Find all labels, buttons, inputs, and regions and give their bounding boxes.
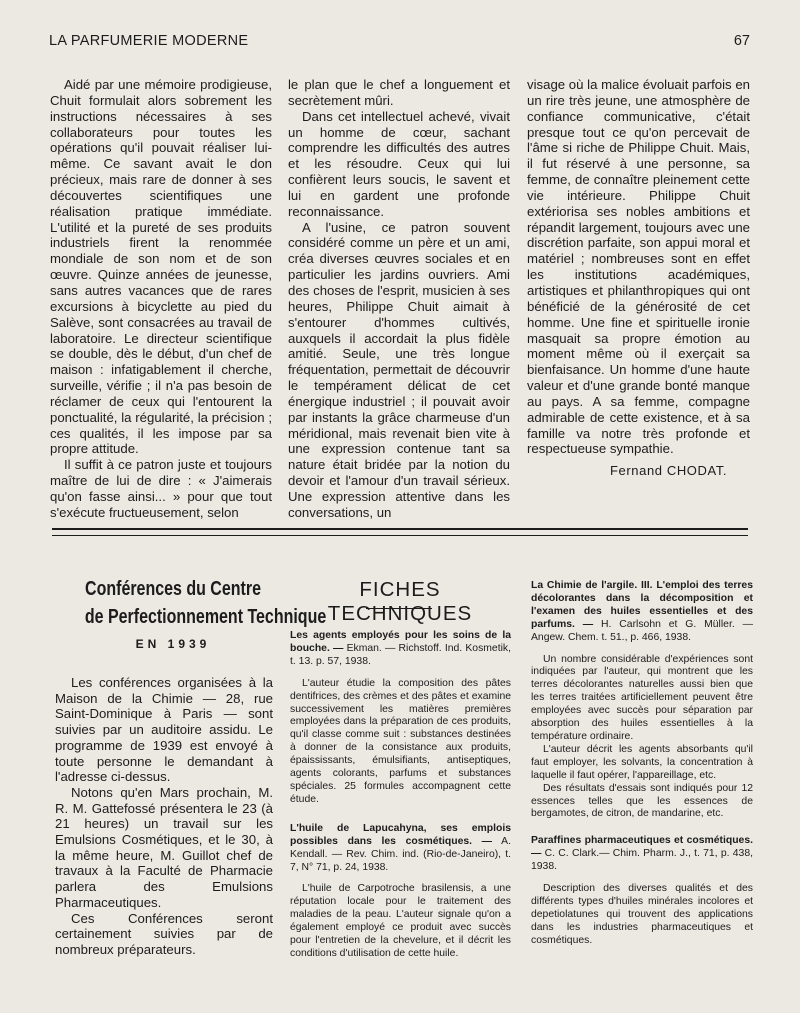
fiche-reference-source: H. Carlsohn et G. Müller. — Angew. Chem. t. 51., p. 466, 1938. bbox=[531, 618, 753, 643]
fiche-reference-title: L'huile de Lapucahyna, ses emplois possibles dans les cosmétiques. — bbox=[290, 822, 511, 847]
page-header bbox=[49, 33, 750, 53]
fiches-column-middle bbox=[290, 630, 511, 961]
fiche-reference-source: Ekman. — Richstoff. Ind. Kosmetik, t. 13. p. 57, 1938. bbox=[290, 642, 511, 667]
fiche-reference-source: C. C. Clark.— Chim. Pharm. J., t. 71, p. 438, 1938. bbox=[531, 848, 753, 873]
conferences-paragraph: Notons qu'en Mars prochain, M. R. M. Gattefossé présentera le 23 (à 21 heures) un travail sur les Emulsions Cosmétiques, et le 30, à la même heure, M. Guillot chef de travaux à la Faculté de Pharmacie parlera des Emulsions Pharmaceutiques. bbox=[55, 784, 273, 910]
fiches-title-rule bbox=[366, 608, 432, 609]
page-number: 67 bbox=[733, 33, 750, 49]
fiche-text: L'auteur étudie la composition des pâtes dentifrices, des crèmes et des pâtes et examine successivement les matières premières employées dans la préparation de ces produits, qu'il classe comme suit : substances destinées à donner de la consistance aux produits, épaississants, émulsifiants, antiseptiques, agents colorants, parfums et substances spéciales. 25 formules accompagnent cette étude. bbox=[290, 677, 511, 805]
fiche-reference-source: A. Kendall. — Rev. Chim. ind. (Rio-de-Janeiro), t. 7, N° 71, p. 24, 1938. bbox=[290, 835, 511, 873]
fiche-reference-title: La Chimie de l'argile. III. L'emploi des terres décolorantes dans la décomposition et l'examen des huiles essentielles et des parfums. — bbox=[531, 580, 753, 630]
fiche-text: Description des diverses qualités et des différents types d'huiles minérales incolores et depetiolatunes qui trouvent des applications dans les industries pharmaceutiques et cosmétiques. bbox=[531, 883, 753, 946]
fiches-title: FICHES TECHNIQUES bbox=[327, 578, 473, 625]
article-paragraph: visage où la malice évoluait parfois en un rire très jeune, une atmosphère de confiance communicative, c'était presque tout ce qu'on percevait de l'âme si riche de Philippe Chuit. Mais, il fut réservé à une personne, sa femme, de connaître pleinement cette vie intérieure. Philippe Chuit extériorisa ses nobles ambitions et répandit largement, toujours avec une discrétion parfaite, son appui moral et matériel ; nombreuses sont en effet les institutions académiques, artistiques et philanthropiques qui ont bénéficié de la générosité de cet homme. Une fine et spirituelle ironie masquait sa propre émotion au moment même où il exerçait sa bienfaisance. Un homme d'une haute valeur et d'une grande bonté manque au pays. A sa femme, compagne admirable de cette existence, et à sa famille va notre très profonde et respectueuse sympathie. bbox=[527, 77, 750, 457]
fiche-reference bbox=[290, 630, 511, 669]
conferences-body bbox=[55, 675, 273, 958]
article-column-2 bbox=[288, 77, 510, 521]
fiche-text: L'auteur décrit les agents absorbants qu'il faut employer, les solvants, la concentration à laquelle il faut opérer, l'appareillage, etc. bbox=[531, 743, 753, 781]
fiche-reference bbox=[531, 835, 753, 874]
section-divider bbox=[52, 528, 748, 530]
fiche-text: Un nombre considérable d'expériences sont indiquées par l'auteur, qui montrent que les terres décolorantes naturelles aussi bien que les terres traitées artificiellement peuvent être employées avec succès pour séparation par absorption des huiles essentielles à la température ordinaire. bbox=[531, 653, 753, 742]
article-paragraph: Dans cet intellectuel achevé, vivait un homme de cœur, sachant comprendre les difficultés des autres et les résoudre. Ceux qui lui confièrent leurs soucis, le savent et lui en gardent une profonde reconnaissance. bbox=[288, 108, 510, 219]
fiche-reference-title: Paraffines pharmaceutiques et cosmétiques.— bbox=[531, 835, 753, 860]
fiche-reference bbox=[290, 823, 511, 875]
article-column-1 bbox=[50, 77, 272, 521]
fiche-text: L'huile de Carpotroche brasilensis, a une réputation locale pour le traitement des maladies de la peau. L'auteur signale qu'on a également employé ce produit avec succès pour l'entretien de la chevelure, et il décrit les conditions d'utilisation de cette huile. bbox=[290, 883, 511, 959]
fiches-column-right bbox=[531, 580, 753, 948]
article-signature: Fernand CHODAT. bbox=[610, 463, 728, 478]
fiche-text: Des résultats d'essais sont indiqués pour 12 essences telles que les essences de bergamotes, de citron, de mandarine, etc. bbox=[531, 782, 753, 820]
article-paragraph: Aidé par une mémoire prodigieuse, Chuit formulait alors sobrement les instructions nécessaires à ses collaborateurs pour toutes les opérations qu'il pouvait réaliser lui-même. Ce savant avait le don précieux, mais rare de donner à ses découvertes scientifiques une réalisation pratique immédiate. L'utilité et la pureté de ses produits industriels firent la renommée mondiale de son nom et de son œuvre. Quinze années de jeunesse, sans autres vacances que de rares excursions à bicyclette au pied du Salève, sont consacrées au travail de laboratoire. Le directeur scientifique se double, dès le début, d'un chef de maison : infatigablement il cherche, surveille, vérifie ; il n'a pas besoin de réclamer de ceux qui l'entourent la ponctualité, la régularité, la précision ; ces qualités, il les impose par sa propre attitude. bbox=[50, 77, 272, 457]
conferences-paragraph: Les conférences organisées à la Maison de la Chimie — 28, rue Saint-Dominique à Paris — sont suivies par un auditoire assidu. Le programme de 1939 est envoyé à toute personne le demandant à l'adresse ci-dessus. bbox=[55, 675, 273, 785]
article-column-3 bbox=[527, 77, 750, 457]
conferences-title-line2: de Perfectionnement Technique bbox=[84, 605, 327, 628]
section-divider-thin bbox=[52, 535, 748, 536]
conferences-paragraph: Ces Conférences seront certainement suivies par de nombreux préparateurs. bbox=[55, 910, 273, 957]
fiche-reference bbox=[531, 580, 753, 645]
article-paragraph: Il suffit à ce patron juste et toujours maître de lui de dire : « J'aimerais qu'on fasse ainsi... » pour que tout s'exécute fructueusement, selon bbox=[50, 457, 272, 520]
conferences-year: EN 1939 bbox=[135, 637, 211, 651]
journal-title: LA PARFUMERIE MODERNE bbox=[49, 33, 249, 49]
article-paragraph: le plan que le chef a longuement et secrètement mûri. bbox=[288, 77, 510, 108]
article-paragraph: A l'usine, ce patron souvent considéré comme un père et un ami, créa diverses œuvres sociales et en particulier les jardins ouvriers. Ami des choses de l'esprit, musicien à ses heures, Philippe Chuit aimait à s'entourer d'hommes cultivés, auxquels il accordait la plus fidèle amitié. Seule, une très longue fréquentation, permettait de découvrir le tempérament délicat de cet énergique industriel ; il pouvait avoir par instants la grâce charmeuse d'un méridional, mais revenait bien vite à une expression contenue tant sa nature était bridée par la notion du devoir et l'amour d'un travail sérieux. Une expression attentive dans les conversations, un bbox=[288, 219, 510, 520]
conferences-title-line1: Conférences du Centre bbox=[85, 577, 261, 600]
fiche-reference-title: Les agents employés pour les soins de la bouche. — bbox=[290, 630, 511, 654]
